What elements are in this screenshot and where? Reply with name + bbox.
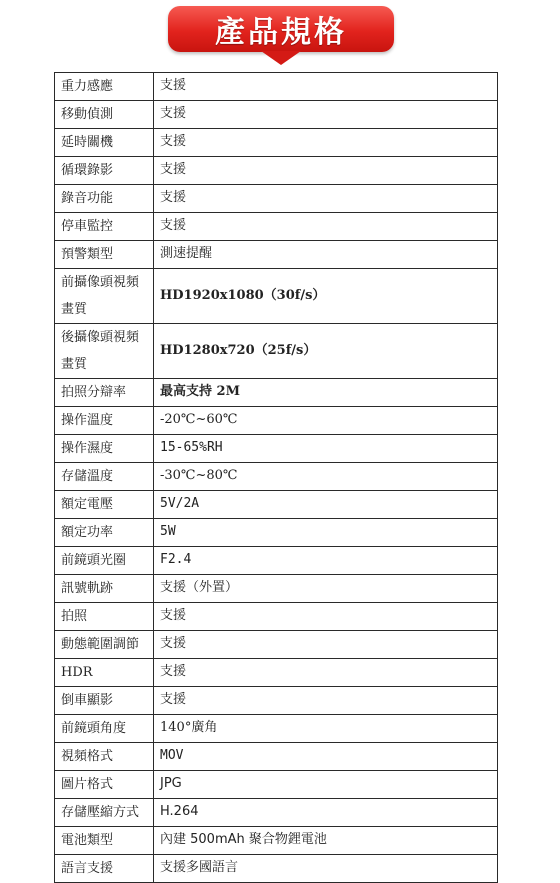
spec-value: H.264 [154,799,498,827]
spec-label: 拍照 [55,603,154,631]
table-row [55,129,498,157]
spec-value: 最高支持 2M [154,379,498,407]
table-row [55,491,498,519]
table-row [55,407,498,435]
table-row [55,463,498,491]
table-row [55,269,498,324]
spec-label: 移動偵測 [55,101,154,129]
spec-label: 預警類型 [55,241,154,269]
table-row [55,547,498,575]
spec-value: MOV [154,743,498,771]
spec-label: 語言支援 [55,855,154,883]
spec-value: 支援多國語言 [154,855,498,883]
table-row [55,101,498,129]
table-row [55,827,498,855]
table-row [55,799,498,827]
spec-label: 動態範圍調節 [55,631,154,659]
banner-box [168,6,394,52]
spec-value: 5V/2A [154,491,498,519]
spec-value: 支援 [154,659,498,687]
page-title: 產品規格 [215,15,347,50]
table-row [55,379,498,407]
table-row [55,715,498,743]
spec-label: 前攝像頭視頻畫質 [55,269,154,324]
spec-value: 140°廣角 [154,715,498,743]
table-row [55,659,498,687]
spec-value: 支援（外置） [154,575,498,603]
spec-value: F2.4 [154,547,498,575]
table-row [55,73,498,101]
spec-label: 操作溫度 [55,407,154,435]
spec-value: 5W [154,519,498,547]
table-row [55,519,498,547]
spec-value: 內建 500mAh 聚合物鋰電池 [154,827,498,855]
spec-table [54,72,498,883]
spec-value: 支援 [154,631,498,659]
spec-label: 電池類型 [55,827,154,855]
table-row [55,324,498,379]
spec-label: 前鏡頭角度 [55,715,154,743]
spec-value: 支援 [154,157,498,185]
spec-label: 額定電壓 [55,491,154,519]
spec-value: 測速提醒 [154,241,498,269]
spec-label: 後攝像頭視頻畫質 [55,324,154,379]
spec-value: 支援 [154,73,498,101]
spec-label: 額定功率 [55,519,154,547]
table-row [55,213,498,241]
table-row [55,631,498,659]
banner-pointer-arrow [261,51,301,65]
spec-label: 視頻格式 [55,743,154,771]
spec-value: 支援 [154,185,498,213]
table-row [55,771,498,799]
table-row [55,575,498,603]
table-row [55,855,498,883]
spec-label: 停車監控 [55,213,154,241]
spec-value: 支援 [154,213,498,241]
spec-value: 15-65%RH [154,435,498,463]
spec-value: -20℃~60℃ [154,407,498,435]
spec-label: 錄音功能 [55,185,154,213]
spec-label: 循環錄影 [55,157,154,185]
spec-label: 拍照分辯率 [55,379,154,407]
spec-value: 支援 [154,129,498,157]
spec-label: 倒車顯影 [55,687,154,715]
table-row [55,743,498,771]
spec-label: HDR [55,659,154,687]
spec-value: -30℃~80℃ [154,463,498,491]
spec-label: 前鏡頭光圈 [55,547,154,575]
spec-value: 支援 [154,603,498,631]
spec-label: 操作濕度 [55,435,154,463]
spec-label: 訊號軌跡 [55,575,154,603]
spec-value: HD1920x1080（30f/s） [154,269,498,324]
table-row [55,241,498,269]
spec-value: HD1280x720（25f/s） [154,324,498,379]
table-row [55,603,498,631]
spec-value: JPG [154,771,498,799]
spec-label: 圖片格式 [55,771,154,799]
spec-label: 延時關機 [55,129,154,157]
table-row [55,687,498,715]
spec-label: 存儲壓縮方式 [55,799,154,827]
table-row [55,435,498,463]
spec-label: 重力感應 [55,73,154,101]
table-row [55,185,498,213]
header-banner [0,0,560,68]
spec-label: 存儲溫度 [55,463,154,491]
table-row [55,157,498,185]
spec-value: 支援 [154,687,498,715]
spec-value: 支援 [154,101,498,129]
